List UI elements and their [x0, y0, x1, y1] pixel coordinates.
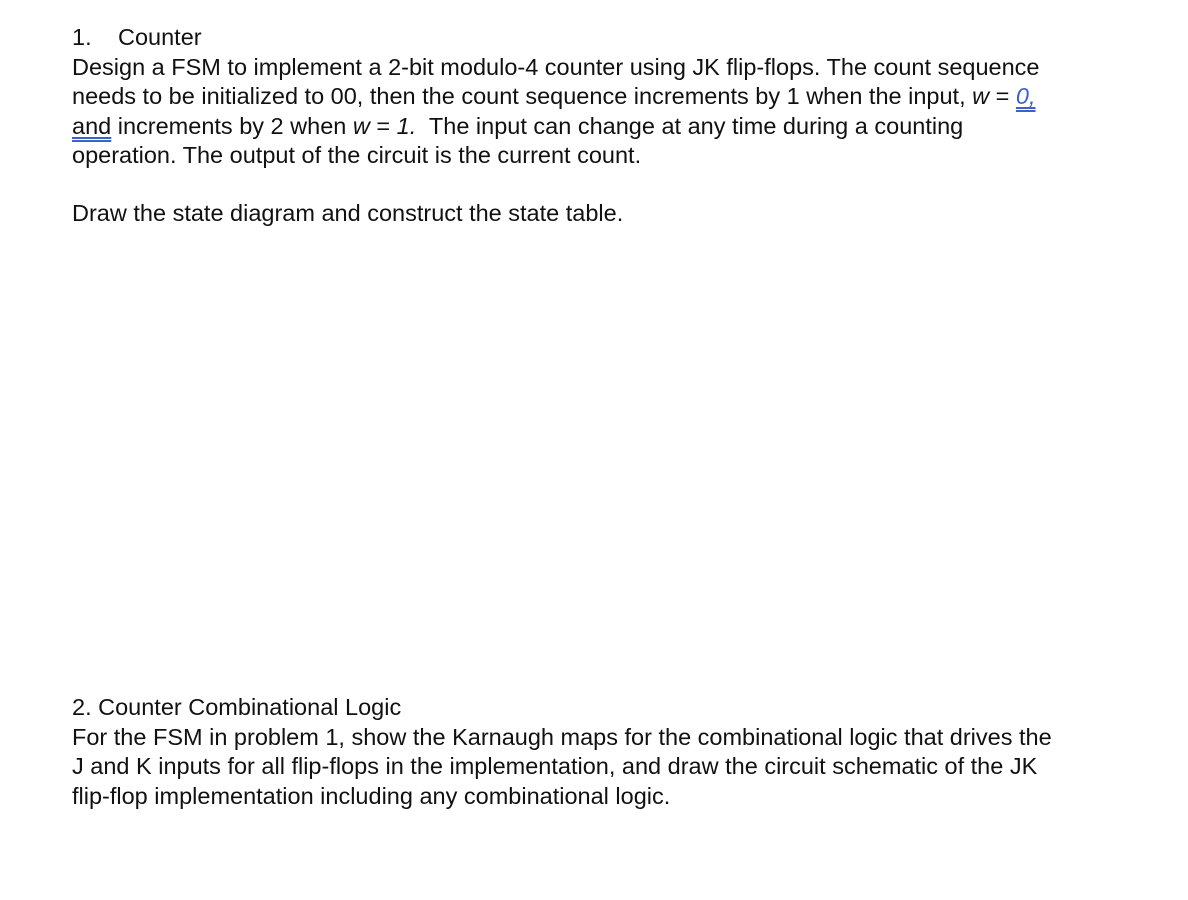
- problem-1-heading: [72, 23, 1132, 53]
- problem-2-title: 2. Counter Combinational Logic: [72, 694, 402, 720]
- problem-1-line-3: [72, 112, 1132, 142]
- problem-1-line-2: [72, 82, 1132, 112]
- problem-1: [72, 23, 1132, 228]
- problem-2-line-3: flip-flop implementation including any combinational logic.: [72, 782, 671, 809]
- problem-2: [72, 693, 1132, 811]
- equals-sign: =: [989, 83, 1016, 109]
- problem-1-line-3-text: increments by 2 when: [111, 112, 353, 139]
- problem-1-line-3-end: The input can change at any time during a counting: [416, 112, 964, 139]
- value-1: 1.: [396, 112, 417, 139]
- problem-1-number: 1.: [72, 24, 92, 50]
- variable-w: w: [972, 83, 990, 109]
- equals-sign-2: =: [369, 112, 397, 139]
- problem-2-line-2: J and K inputs for all flip-flops in the implementation, and draw the circuit schematic of the JK: [72, 753, 1038, 779]
- paragraph-gap: [72, 171, 1132, 199]
- problem-1-instruction: Draw the state diagram and construct the state table.: [72, 199, 624, 226]
- problem-1-line-2-text: needs to be initialized to 00, then the count sequence increments by 1 when the input,: [72, 83, 973, 109]
- problem-1-line-1: Design a FSM to implement a 2-bit modulo-4 counter using JK flip-flops. The count sequence: [72, 53, 1040, 80]
- problem-1-line-4: operation. The output of the circuit is the current count.: [72, 142, 642, 168]
- variable-w-2: w: [352, 112, 370, 139]
- tracked-change-and[interactable]: and: [72, 112, 112, 139]
- problem-1-title: Counter: [118, 24, 202, 50]
- tracked-change-value-0[interactable]: 0,: [1015, 83, 1036, 109]
- problem-2-line-1: For the FSM in problem 1, show the Karnaugh maps for the combinational logic that drives the: [72, 723, 1052, 750]
